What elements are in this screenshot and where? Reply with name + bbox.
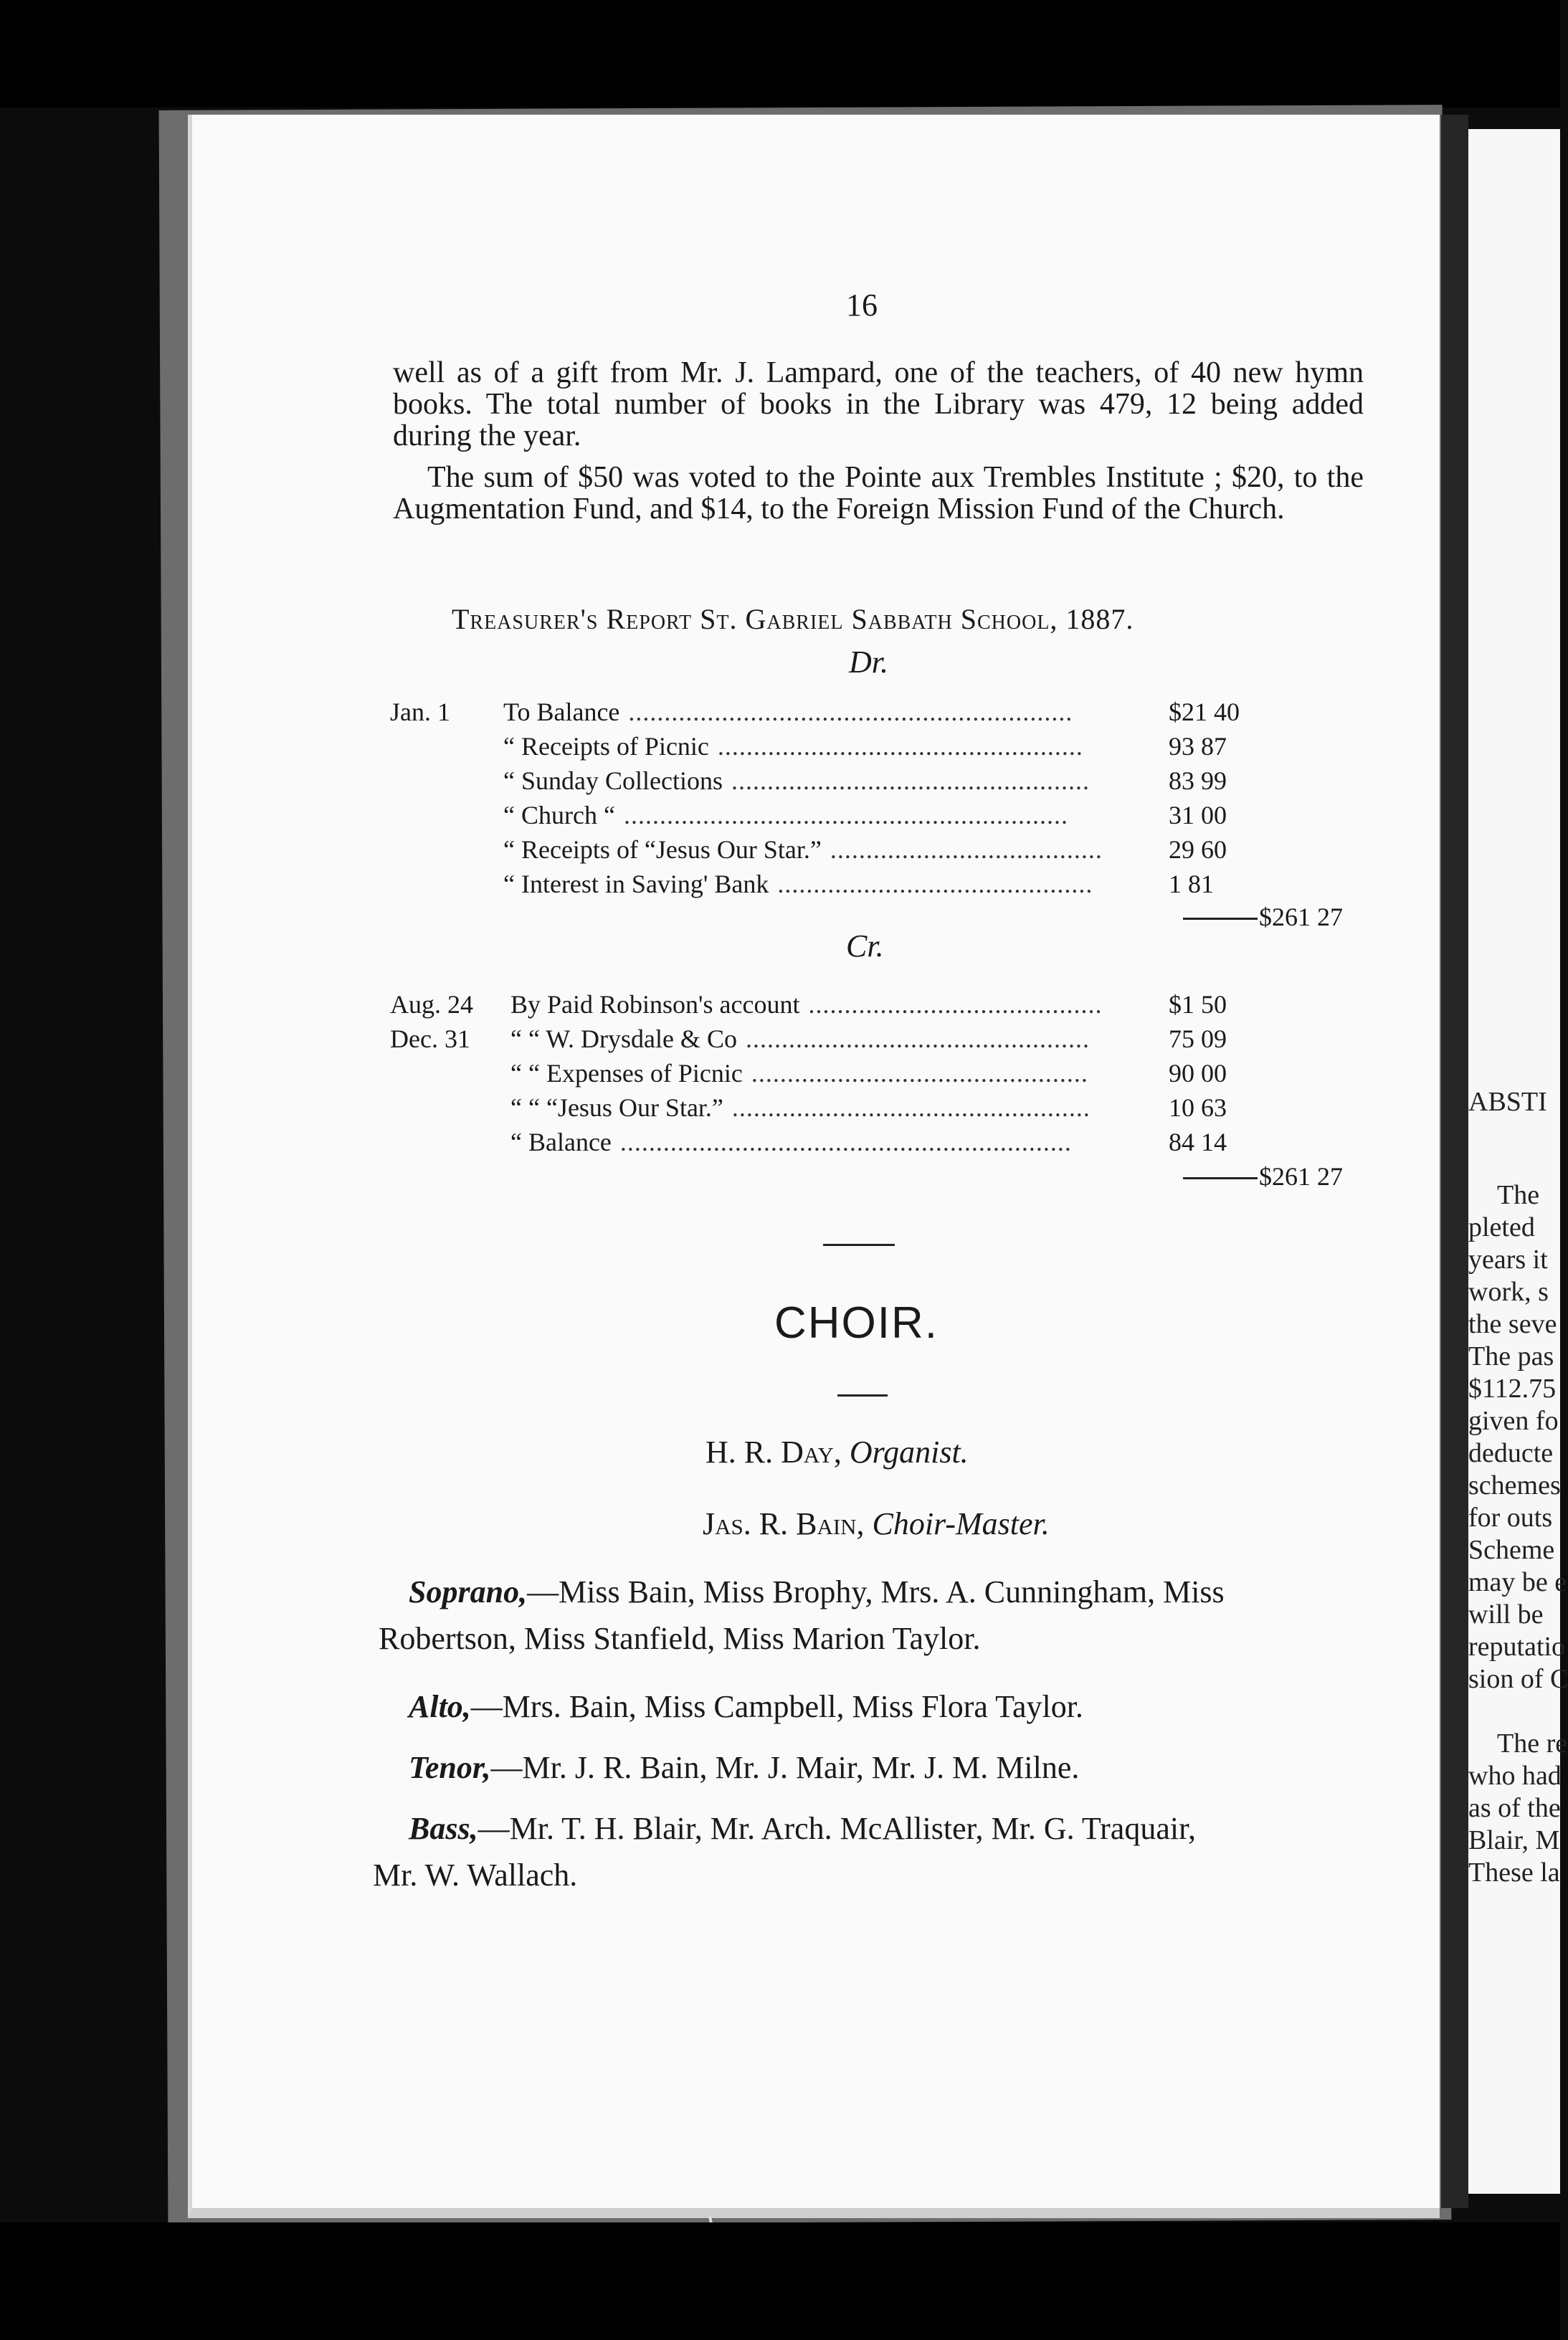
ledger-date: Jan. 1 — [390, 698, 450, 726]
scan-border-top — [0, 0, 1560, 108]
bass-line — [409, 1810, 1196, 1847]
facing-page-text: The pas — [1468, 1341, 1554, 1371]
soprano-line-2: Robertson, Miss Stanfield, Miss Marion Taylor. — [379, 1621, 981, 1656]
ledger-description: “ Receipts of “Jesus Our Star.” — [503, 835, 822, 864]
facing-page-text: The — [1497, 1180, 1540, 1210]
ledger-row — [0, 731, 1560, 764]
credit-heading: Cr. — [846, 928, 884, 964]
bass-line-2: Mr. W. Wallach. — [373, 1858, 578, 1893]
organist-line — [705, 1434, 969, 1470]
ledger-row — [0, 800, 1560, 833]
ledger-amount: 31 00 — [1169, 801, 1227, 829]
dot-leader: .............................................................. — [628, 698, 1073, 726]
dot-leader: ................................................... — [717, 732, 1083, 761]
report-title: Treasurer's Report St. Gabriel Sabbath School, 1887. — [452, 603, 1134, 635]
tenor-line — [409, 1749, 1079, 1786]
ledger-amount: 29 60 — [1169, 835, 1227, 864]
ledger-description: “ Interest in Saving' Bank — [503, 870, 769, 898]
total-rule — [1183, 1177, 1258, 1179]
dot-leader: ............................................... — [751, 1059, 1088, 1088]
paragraph-library: well as of a gift from Mr. J. Lampard, one of the teachers, of 40 new hymn books. The total number of books in the Library was 479, 12 being added during the year. — [393, 356, 1364, 452]
ledger-amount: 75 09 — [1169, 1024, 1227, 1053]
ledger-description: By Paid Robinson's account — [510, 990, 800, 1019]
ledger-amount: $21 40 — [1169, 698, 1240, 726]
title-underline — [837, 1394, 888, 1397]
facing-page-text: deducte — [1468, 1438, 1554, 1468]
facing-page-text: work, s — [1468, 1277, 1549, 1307]
ledger-description: “ “ “Jesus Our Star.” — [510, 1093, 723, 1122]
section-divider — [823, 1244, 895, 1246]
debit-heading: Dr. — [849, 645, 889, 680]
ledger-description: “ Balance — [510, 1128, 612, 1156]
facing-page-text: sion of C — [1468, 1664, 1568, 1694]
soprano-names: —Miss Bain, Miss Brophy, Mrs. A. Cunningham, Miss — [527, 1574, 1225, 1609]
dot-leader: ......................................... — [808, 990, 1103, 1019]
dot-leader: ...................................... — [830, 835, 1103, 864]
ledger-total: $261 27 — [1259, 1162, 1343, 1191]
facing-page-text: schemes — [1468, 1470, 1561, 1500]
ledger-row — [0, 697, 1560, 730]
facing-page-text: the seve — [1468, 1309, 1557, 1339]
ledger-date: Aug. 24 — [390, 990, 473, 1019]
choirmaster-role: Choir-Master. — [872, 1506, 1050, 1541]
tenor-label: Tenor, — [409, 1750, 491, 1785]
page-number: 16 — [846, 287, 878, 323]
choirmaster-name: Jas. R. Bain, — [703, 1506, 865, 1541]
dot-leader: ............................................ — [777, 870, 1093, 898]
ledger-row — [0, 989, 1560, 1022]
alto-line — [409, 1688, 1083, 1725]
ledger-amount: 90 00 — [1169, 1059, 1227, 1088]
dot-leader: .................................................. — [731, 766, 1090, 795]
organist-role: Organist. — [849, 1435, 969, 1470]
ledger-row — [0, 834, 1560, 867]
facing-page-text: Blair, M — [1468, 1825, 1560, 1855]
bass-label: Bass, — [409, 1811, 478, 1846]
ledger-total-row — [0, 1161, 1560, 1194]
ledger-description: “ Church “ — [503, 801, 615, 829]
ledger-row — [0, 869, 1560, 902]
ledger-amount: $1 50 — [1169, 990, 1227, 1019]
dot-leader: .............................................................. — [623, 801, 1068, 829]
facing-page-text: These la — [1468, 1858, 1560, 1888]
alto-label: Alto, — [409, 1689, 471, 1724]
ledger-description: “ Sunday Collections — [503, 766, 723, 795]
facing-page-text: years it — [1468, 1245, 1548, 1275]
ledger-description: “ Receipts of Picnic — [503, 732, 709, 761]
facing-page-text: will be — [1468, 1599, 1544, 1630]
ledger-amount: 83 99 — [1169, 766, 1227, 795]
scan-border-bottom — [0, 2222, 1560, 2340]
ledger-total: $261 27 — [1259, 903, 1343, 931]
facing-page-text: given fo — [1468, 1406, 1559, 1436]
facing-page-text: The re — [1497, 1728, 1568, 1759]
bass-names: —Mr. T. H. Blair, Mr. Arch. McAllister, Mr. G. Traquair, — [477, 1811, 1196, 1846]
ledger-amount: 84 14 — [1169, 1128, 1227, 1156]
facing-page-text: who had — [1468, 1761, 1562, 1791]
soprano-line — [409, 1574, 1225, 1610]
paragraph-donations: The sum of $50 was voted to the Pointe aux Trembles Institute ; $20, to the Augmentation Fund, and $14, to the Foreign Mission Fund of the Church. — [393, 461, 1364, 525]
ledger-amount: 10 63 — [1169, 1093, 1227, 1122]
dot-leader: ................................................ — [745, 1024, 1090, 1053]
dot-leader: .................................................. — [731, 1093, 1091, 1122]
ledger-row — [0, 1058, 1560, 1091]
ledger-total-row — [0, 902, 1560, 935]
ledger-date: Dec. 31 — [390, 1024, 470, 1053]
ledger-amount: 1 81 — [1169, 870, 1214, 898]
ledger-row — [0, 1127, 1560, 1160]
tenor-names: —Mr. J. R. Bain, Mr. J. Mair, Mr. J. M. Milne. — [490, 1750, 1080, 1785]
facing-page-text: ABSTI — [1468, 1087, 1547, 1117]
ledger-description: “ “ Expenses of Picnic — [510, 1059, 743, 1088]
choir-title: CHOIR. — [774, 1298, 939, 1348]
facing-page-text: for outs — [1468, 1503, 1553, 1533]
dot-leader: ............................................................... — [619, 1128, 1072, 1156]
facing-page-text: as of the — [1468, 1793, 1561, 1823]
facing-page-text: pleted — [1468, 1212, 1535, 1242]
ledger-description: “ “ W. Drysdale & Co — [510, 1024, 737, 1053]
facing-page-text: reputatio — [1468, 1632, 1566, 1662]
ledger-row — [0, 1093, 1560, 1126]
facing-page-text: may be e — [1468, 1567, 1567, 1597]
alto-names: —Mrs. Bain, Miss Campbell, Miss Flora Taylor. — [470, 1689, 1083, 1724]
facing-page-text: Scheme — [1468, 1535, 1555, 1565]
choirmaster-line — [703, 1506, 1050, 1542]
total-rule — [1183, 918, 1258, 920]
ledger-row — [0, 766, 1560, 799]
soprano-label: Soprano, — [409, 1574, 528, 1609]
ledger-row — [0, 1024, 1560, 1057]
ledger-description: To Balance — [503, 698, 620, 726]
facing-page-text: $112.75 — [1468, 1374, 1557, 1404]
ledger-amount: 93 87 — [1169, 732, 1227, 761]
organist-name: H. R. Day, — [705, 1435, 842, 1470]
